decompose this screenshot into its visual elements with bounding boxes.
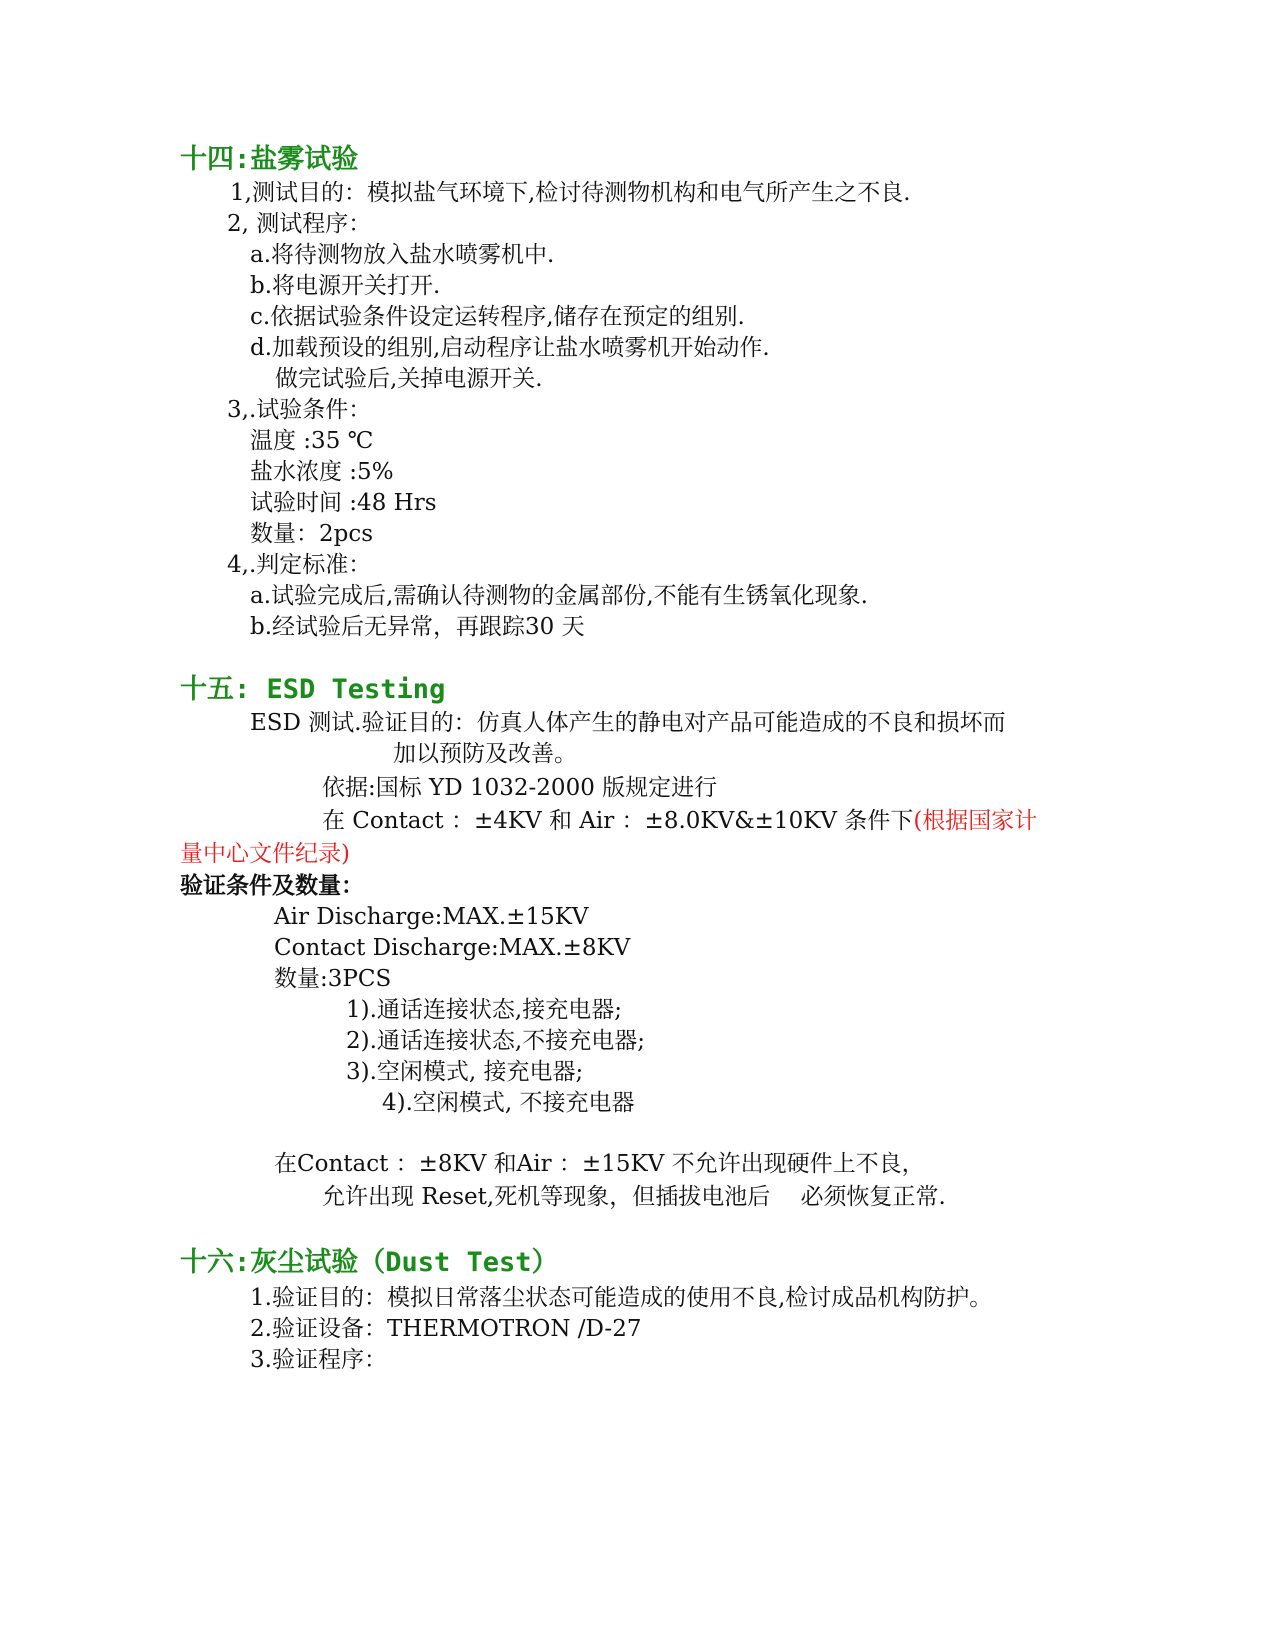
sec16-purpose: 1.验证目的：模拟日常落尘状态可能造成的使用不良,检讨成品机构防护。 (250, 1285, 993, 1311)
sec15-basis: 依据:国标 YD 1032-2000 版规定进行 (322, 775, 718, 801)
sec15-result-1: 在Contact ：±8KV 和Air ：±15KV 不允许出现硬件上不良， (274, 1151, 925, 1177)
sec15-air-discharge: Air Discharge:MAX.±15KV (274, 904, 589, 930)
sec15-condition-note: (根据国家计 (913, 808, 1038, 834)
sec14-step-a: a.将待测物放入盐水喷雾机中. (250, 242, 555, 268)
sec14-criteria-b: b.经试验后无异常，再跟踪30 天 (250, 614, 585, 640)
sec16-procedure: 3.验证程序： (250, 1347, 387, 1373)
sec15-quantity: 数量:3PCS (274, 966, 392, 992)
sec14-step-c: c.依据试验条件设定运转程序,储存在预定的组别. (250, 304, 745, 330)
sec15-mode-2: 2).通话连接状态,不接充电器; (346, 1028, 645, 1054)
sec15-contact-discharge: Contact Discharge:MAX.±8KV (274, 935, 631, 961)
section-14-title: 十四:盐雾试验 (180, 144, 359, 175)
sec16-equipment: 2.验证设备：THERMOTRON /D-27 (250, 1316, 642, 1342)
sec15-subheading: 验证条件及数量： (180, 873, 364, 899)
sec15-mode-4: 4).空闲模式, 不接充电器 (382, 1090, 635, 1116)
sec15-purpose: ESD 测试.验证目的：仿真人体产生的静电对产品可能造成的不良和损坏而 (250, 710, 1006, 736)
sec14-quantity: 数量：2pcs (250, 521, 374, 547)
section-15-title: 十五: ESD Testing (180, 674, 446, 705)
sec14-salt-concentration: 盐水浓度 :5% (250, 459, 394, 485)
sec14-temperature: 温度 :35 ℃ (250, 428, 374, 454)
sec14-step-b: b.将电源开关打开. (250, 273, 441, 299)
sec14-criteria-a: a.试验完成后,需确认待测物的金属部份,不能有生锈氧化现象. (250, 583, 868, 609)
sec15-mode-3: 3).空闲模式, 接充电器; (346, 1059, 584, 1085)
sec14-step-d: d.加载预设的组别,启动程序让盐水喷雾机开始动作. (250, 335, 770, 361)
sec15-purpose-cont: 加以预防及改善。 (393, 741, 577, 767)
sec14-procedure-heading: 2, 测试程序： (227, 211, 372, 237)
sec14-criteria-heading: 4,.判定标准： (227, 552, 372, 578)
sec15-condition-note-cont: 量中心文件纪录) (180, 841, 350, 867)
section-16-title: 十六:灰尘试验（Dust Test） (180, 1247, 559, 1278)
sec15-condition-text: 在 Contact ：±4KV 和 Air ：±8.0KV&±10KV 条件下 (322, 808, 914, 834)
sec14-step-d-cont: 做完试验后,关掉电源开关. (275, 366, 543, 392)
sec14-test-time: 试验时间 :48 Hrs (250, 490, 437, 516)
sec15-result-2: 允许出现 Reset,死机等现象，但插拔电池后 必须恢复正常. (322, 1184, 946, 1210)
sec14-purpose: 1,测试目的：模拟盐气环境下,检讨待测物机构和电气所产生之不良. (230, 180, 911, 206)
sec15-mode-1: 1).通话连接状态,接充电器; (346, 997, 622, 1023)
sec14-conditions-heading: 3,.试验条件： (227, 397, 372, 423)
sec15-condition-line (322, 806, 1037, 836)
